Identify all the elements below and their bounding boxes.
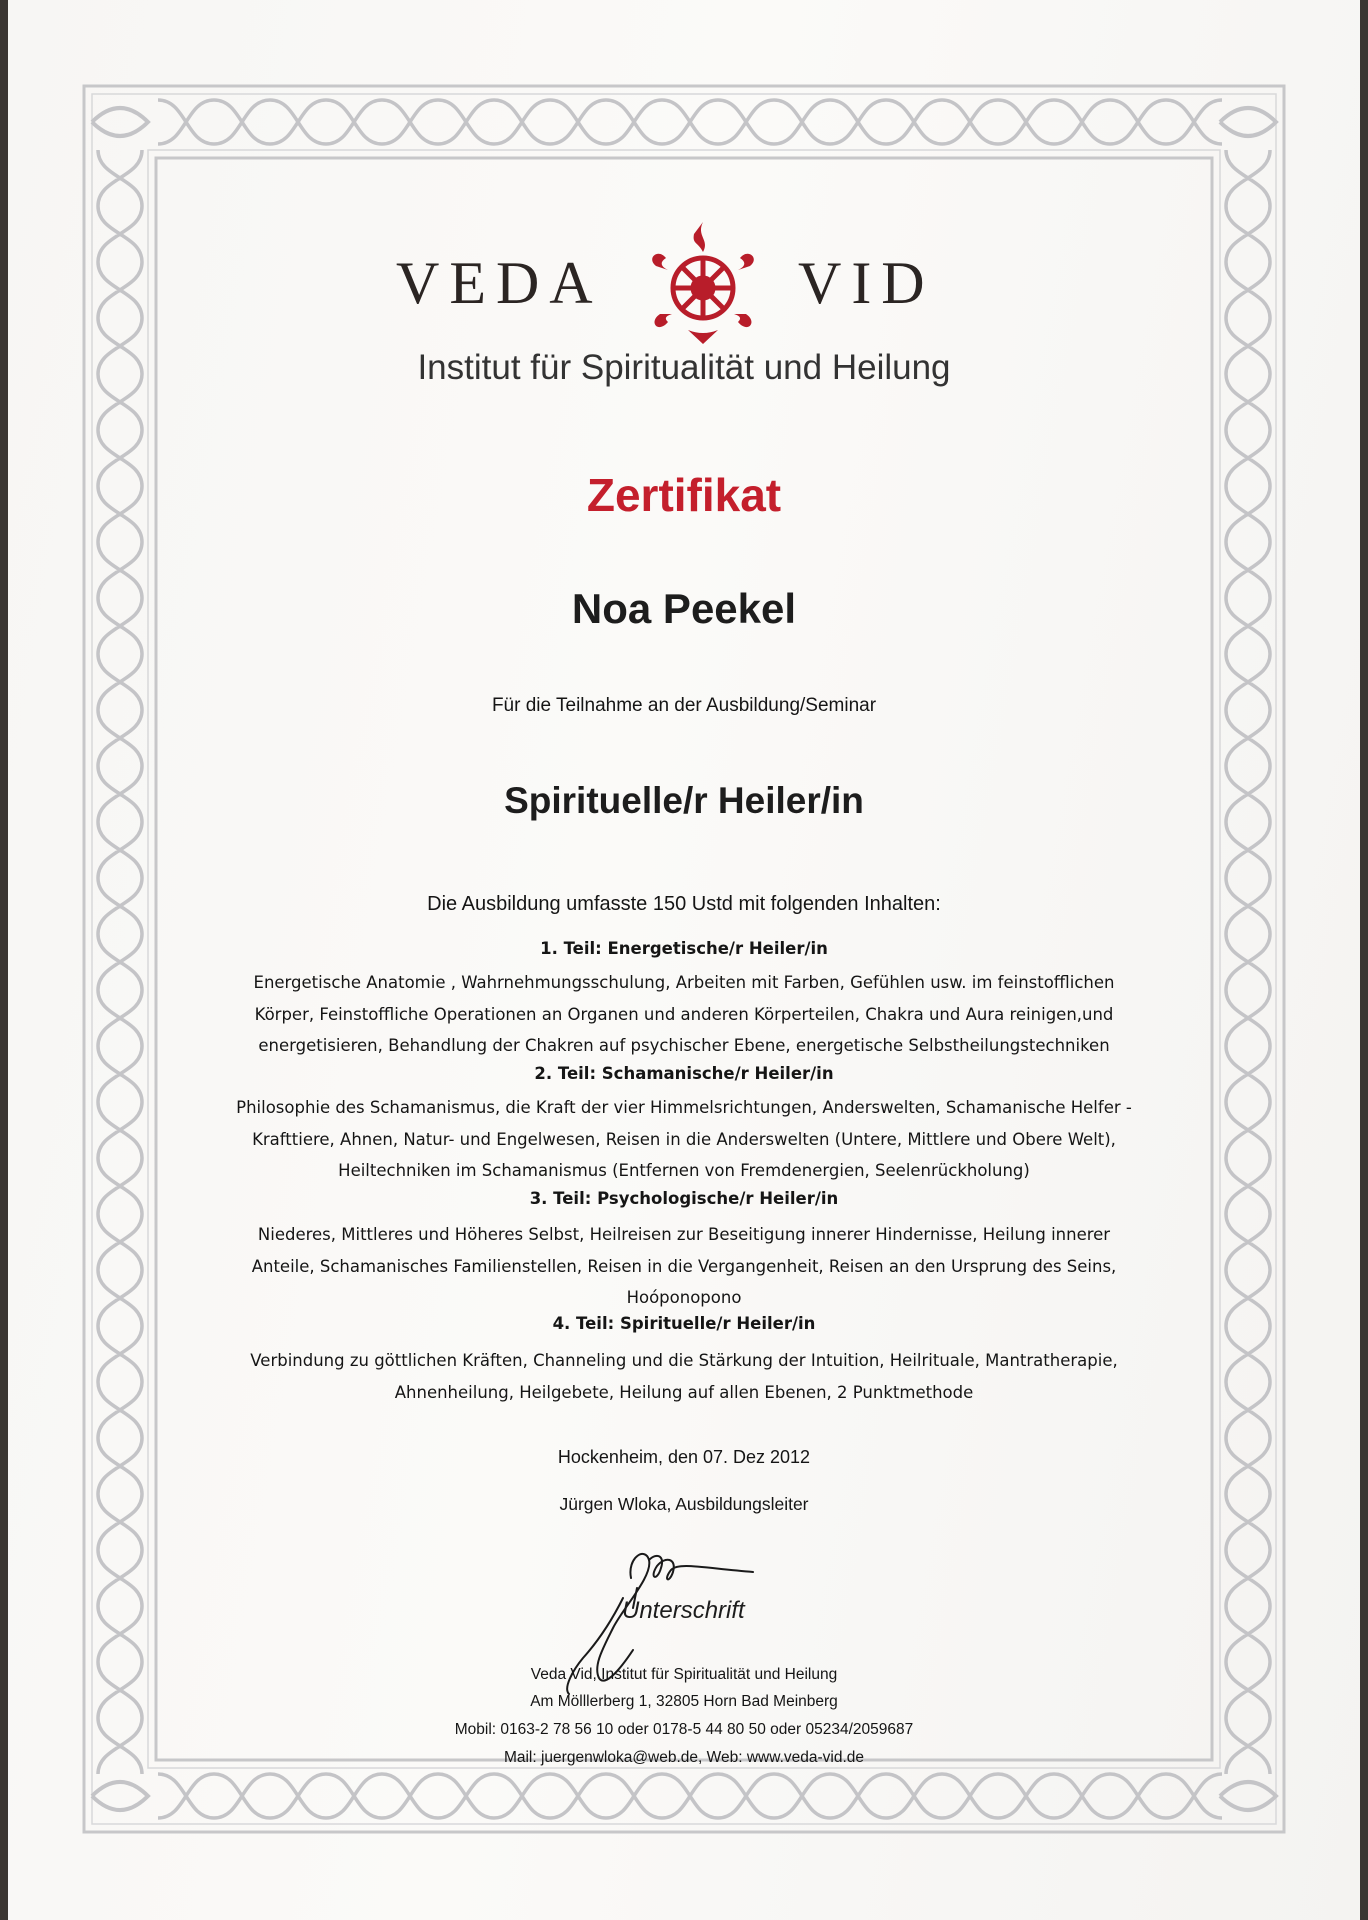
training-hours-line: Die Ausbildung umfasste 150 Ustd mit folgenden Inhalten: xyxy=(427,893,941,915)
section-2-line: Heiltechniken im Schamanismus (Entfernen von Fremdenergien, Seelenrückholung) xyxy=(338,1161,1030,1180)
certificate-page xyxy=(8,0,1360,1920)
section-1-line: Körper, Feinstoffliche Operationen an Organen und anderen Körperteilen, Chakra und Aura reinigen,und xyxy=(254,1004,1114,1024)
section-4-line: Verbindung zu göttlichen Kräften, Channeling und die Stärkung der Intuition, Heilrituale, Mantratherapie, xyxy=(250,1351,1118,1370)
logo-word-vid: VID xyxy=(798,250,935,316)
course-title: Spirituelle/r Heiler/in xyxy=(504,780,864,821)
recipient-name: Noa Peekel xyxy=(571,585,797,632)
signature-label: Unterschrift xyxy=(622,1597,745,1624)
section-4-line: Ahnenheilung, Heilgebete, Heilung auf allen Ebenen, 2 Punktmethode xyxy=(394,1382,974,1402)
section-2-heading: 2. Teil: Schamanische/r Heiler/in xyxy=(534,1064,834,1083)
section-1-line: Energetische Anatomie , Wahrnehmungsschulung, Arbeiten mit Farben, Gefühlen usw. im feinstofflichen xyxy=(253,973,1115,992)
certificate-title: Zertifikat xyxy=(586,469,782,521)
section-3-heading: 3. Teil: Psychologische/r Heiler/in xyxy=(529,1189,839,1208)
section-2-line: Krafttiere, Ahnen, Natur- und Engelwesen, Reisen in die Anderswelten (Untere, Mittlere und Obere Welt), xyxy=(252,1129,1116,1149)
veda-vid-logo xyxy=(368,218,1008,358)
section-1-body xyxy=(8,967,1360,1062)
participation-intro: Für die Teilnahme an der Ausbildung/Seminar xyxy=(491,695,877,716)
signer-name: Jürgen Wloka, Ausbildungsleiter xyxy=(559,1494,809,1514)
section-4-heading: 4. Teil: Spirituelle/r Heiler/in xyxy=(552,1314,816,1333)
footer-institute: Veda Vid, Institut für Spiritualität und Heilung xyxy=(530,1666,838,1683)
section-2-line: Philosophie des Schamanismus, die Kraft der vier Himmelsrichtungen, Anderswelten, Schamanische Helfer - xyxy=(236,1098,1132,1117)
section-4-body xyxy=(8,1345,1360,1408)
institute-tagline: Institut für Spiritualität und Heilung xyxy=(417,348,951,387)
footer-contact: Mail: juergenwloka@web.de, Web: www.veda-vid.de xyxy=(503,1749,865,1766)
section-1-line: energetisieren, Behandlung der Chakren auf psychischer Ebene, energetische Selbstheilungstechniken xyxy=(258,1036,1110,1055)
footer-address: Am Mölllerberg 1, 32805 Horn Bad Meinberg xyxy=(530,1693,838,1710)
dharma-wheel-icon xyxy=(638,218,768,348)
section-1-heading: 1. Teil: Energetische/r Heiler/in xyxy=(540,939,828,958)
place-and-date: Hockenheim, den 07. Dez 2012 xyxy=(557,1447,811,1467)
section-3-line: Anteile, Schamanisches Familienstellen, Reisen in die Vergangenheit, Reisen an den Ursprung des Seins, xyxy=(251,1256,1117,1276)
logo-word-veda: VEDA xyxy=(396,250,603,316)
section-3-line: Hoóponopono xyxy=(626,1288,742,1307)
footer-phone: Mobil: 0163-2 78 56 10 oder 0178-5 44 80 50 oder 05234/2059687 xyxy=(454,1721,914,1738)
section-3-body xyxy=(8,1219,1360,1314)
section-2-body xyxy=(8,1092,1360,1187)
section-3-line: Niederes, Mittleres und Höheres Selbst, Heilreisen zur Beseitigung innerer Hindernisse, Heilung innerer xyxy=(257,1225,1111,1244)
